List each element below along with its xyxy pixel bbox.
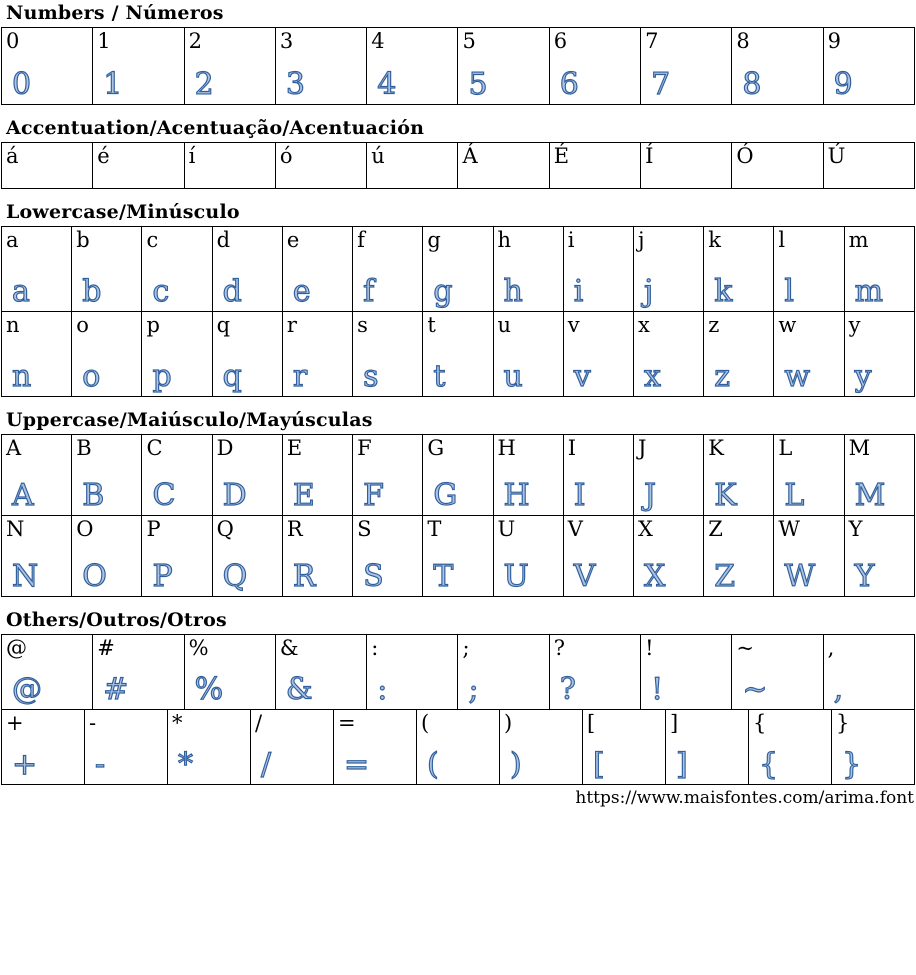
decorative-font-glyph: z <box>714 359 730 394</box>
plain-char: m <box>848 228 869 252</box>
decorative-font-glyph: ! <box>651 672 664 707</box>
plain-char: q <box>216 313 231 337</box>
plain-char: I <box>567 436 577 460</box>
char-table-others-row1 <box>1 634 915 710</box>
plain-char: v <box>567 313 580 337</box>
char-cell <box>85 710 168 785</box>
plain-char: r <box>286 313 297 337</box>
char-cell <box>142 312 212 397</box>
decorative-font-glyph: P <box>152 559 173 594</box>
char-cell <box>633 227 703 312</box>
char-cell <box>72 516 142 597</box>
decorative-font-glyph: O <box>82 559 107 594</box>
plain-char: 2 <box>188 29 202 53</box>
decorative-font-glyph: o <box>82 359 101 394</box>
decorative-font-glyph: X <box>643 559 666 594</box>
decorative-font-glyph: u <box>503 359 523 394</box>
char-cell <box>353 312 423 397</box>
plain-char: h <box>497 228 512 252</box>
decorative-font-glyph: 8 <box>742 67 762 102</box>
decorative-font-glyph: l <box>784 274 795 309</box>
decorative-font-glyph: i <box>573 274 584 309</box>
decorative-font-glyph: = <box>344 747 370 782</box>
char-cell <box>282 227 352 312</box>
decorative-font-glyph: x <box>643 359 661 394</box>
plain-char: x <box>637 313 650 337</box>
plain-char: R <box>286 517 303 541</box>
char-cell <box>844 435 914 516</box>
plain-char: L <box>778 436 793 460</box>
char-cell <box>72 435 142 516</box>
char-cell <box>282 516 352 597</box>
char-cell <box>367 635 458 710</box>
plain-char: D <box>216 436 234 460</box>
decorative-font-glyph: ~ <box>742 672 768 707</box>
plain-char: T <box>427 517 442 541</box>
char-cell <box>251 710 334 785</box>
char-cell <box>704 227 774 312</box>
plain-char: J <box>637 436 647 460</box>
char-cell <box>458 143 549 189</box>
plain-char: ! <box>645 636 654 660</box>
char-cell <box>72 312 142 397</box>
plain-char: X <box>637 517 653 541</box>
char-cell <box>334 710 417 785</box>
char-cell <box>704 516 774 597</box>
plain-char: s <box>357 313 368 337</box>
plain-char: M <box>848 436 871 460</box>
char-cell <box>732 635 823 710</box>
plain-char: H <box>497 436 516 460</box>
plain-char: ) <box>504 711 513 735</box>
char-cell <box>184 143 275 189</box>
plain-char: N <box>6 517 25 541</box>
char-cell <box>732 143 823 189</box>
decorative-font-glyph: , <box>833 672 844 707</box>
plain-char: í <box>188 144 196 168</box>
plain-char: @ <box>6 636 27 660</box>
plain-char: W <box>778 517 800 541</box>
char-cell <box>549 143 640 189</box>
decorative-font-glyph: g <box>433 274 453 309</box>
char-table-lowercase-row1 <box>1 226 915 312</box>
plain-char: Á <box>462 144 478 168</box>
plain-char: ú <box>371 144 385 168</box>
decorative-font-glyph: U <box>503 559 529 594</box>
plain-char: b <box>76 228 90 252</box>
plain-char: 8 <box>736 29 750 53</box>
char-cell <box>72 227 142 312</box>
char-cell <box>275 28 366 105</box>
decorative-font-glyph: h <box>503 274 523 309</box>
plain-char: Ú <box>827 144 846 168</box>
char-cell <box>184 28 275 105</box>
plain-char: E <box>286 436 303 460</box>
decorative-font-glyph: L <box>784 478 805 513</box>
char-cell <box>353 227 423 312</box>
char-cell <box>367 28 458 105</box>
char-cell <box>583 710 666 785</box>
plain-char: ~ <box>736 636 754 660</box>
decorative-font-glyph: q <box>222 359 242 394</box>
char-cell <box>666 710 749 785</box>
char-cell <box>423 516 493 597</box>
plain-char: 9 <box>827 29 842 53</box>
plain-char: 3 <box>279 29 294 53</box>
char-cell <box>93 143 184 189</box>
plain-char: , <box>827 636 835 660</box>
plain-char: u <box>497 313 512 337</box>
decorative-font-glyph: V <box>573 559 596 594</box>
char-cell <box>844 312 914 397</box>
plain-char: F <box>357 436 372 460</box>
plain-char: & <box>279 636 299 660</box>
char-cell <box>2 516 72 597</box>
plain-char: l <box>778 228 786 252</box>
decorative-font-glyph: r <box>292 359 308 394</box>
decorative-font-glyph: 6 <box>559 67 579 102</box>
decorative-font-glyph: * <box>178 747 193 782</box>
decorative-font-glyph: 3 <box>285 67 305 102</box>
decorative-font-glyph: w <box>784 359 811 394</box>
decorative-font-glyph: K <box>714 478 737 513</box>
char-cell <box>844 227 914 312</box>
char-cell <box>774 435 844 516</box>
char-cell <box>423 227 493 312</box>
plain-char: O <box>76 517 94 541</box>
plain-char: é <box>97 144 110 168</box>
plain-char: 4 <box>371 29 385 53</box>
decorative-font-glyph: B <box>82 478 105 513</box>
char-cell <box>563 435 633 516</box>
char-cell <box>704 435 774 516</box>
decorative-font-glyph: c <box>152 274 170 309</box>
char-cell <box>93 635 184 710</box>
decorative-font-glyph: 9 <box>833 67 853 102</box>
plain-char: ó <box>279 144 293 168</box>
plain-char: g <box>427 228 441 252</box>
decorative-font-glyph: % <box>194 672 224 707</box>
char-row <box>2 28 915 105</box>
plain-char: Y <box>848 517 863 541</box>
plain-char: c <box>146 228 159 252</box>
char-cell <box>2 143 93 189</box>
char-cell <box>2 28 93 105</box>
char-cell <box>832 710 915 785</box>
char-table-lowercase-row2 <box>1 311 915 397</box>
char-row <box>2 435 915 516</box>
source-url: https://www.maisfontes.com/arima.font <box>575 788 914 808</box>
char-row <box>2 143 915 189</box>
plain-char: U <box>497 517 516 541</box>
char-row <box>2 227 915 312</box>
decorative-font-glyph: Y <box>854 559 875 594</box>
plain-char: ? <box>553 636 566 660</box>
plain-char: ] <box>670 711 679 735</box>
plain-char: 5 <box>462 29 476 53</box>
plain-char: a <box>6 228 19 252</box>
decorative-font-glyph: M <box>854 478 886 513</box>
char-cell <box>641 143 732 189</box>
char-cell <box>417 710 500 785</box>
decorative-font-glyph: b <box>82 274 102 309</box>
char-cell <box>633 516 703 597</box>
decorative-font-glyph: t <box>433 359 446 394</box>
plain-char: t <box>427 313 436 337</box>
decorative-font-glyph: ) <box>510 747 522 782</box>
decorative-font-glyph: + <box>12 747 38 782</box>
char-cell <box>142 435 212 516</box>
char-cell <box>282 312 352 397</box>
decorative-font-glyph: p <box>152 359 172 394</box>
char-cell <box>493 516 563 597</box>
plain-char: 0 <box>6 29 20 53</box>
plain-char: Í <box>645 144 654 168</box>
plain-char: - <box>89 711 97 735</box>
char-cell <box>2 635 93 710</box>
char-cell <box>633 312 703 397</box>
plain-char: ; <box>462 636 470 660</box>
plain-char: 1 <box>97 29 111 53</box>
plain-char: Ó <box>736 144 754 168</box>
plain-char: * <box>172 711 183 735</box>
plain-char: V <box>567 517 583 541</box>
decorative-font-glyph: S <box>363 559 384 594</box>
decorative-font-glyph: : <box>377 672 388 707</box>
char-cell <box>275 635 366 710</box>
plain-char: B <box>76 436 92 460</box>
char-cell <box>212 435 282 516</box>
plain-char: } <box>836 711 850 735</box>
plain-char: S <box>357 517 372 541</box>
char-cell <box>749 710 832 785</box>
decorative-font-glyph: 4 <box>377 67 397 102</box>
plain-char: n <box>6 313 20 337</box>
section-title-accentuation: Accentuation/Acentuação/Acentuación <box>6 117 425 139</box>
char-cell <box>549 635 640 710</box>
plain-char: # <box>97 636 115 660</box>
decorative-font-glyph: N <box>12 559 39 594</box>
decorative-font-glyph: W <box>784 559 816 594</box>
plain-char: Q <box>216 517 234 541</box>
plain-char: Z <box>708 517 723 541</box>
decorative-font-glyph: ; <box>468 672 479 707</box>
plain-char: á <box>6 144 19 168</box>
decorative-font-glyph: G <box>433 478 458 513</box>
section-title-numbers: Numbers / Números <box>6 2 224 24</box>
decorative-font-glyph: 7 <box>651 67 671 102</box>
char-cell <box>774 516 844 597</box>
char-cell <box>2 227 72 312</box>
character-sections <box>0 2 916 785</box>
char-cell <box>458 28 549 105</box>
char-table-numbers-row1 <box>1 27 915 105</box>
char-cell <box>2 435 72 516</box>
decorative-font-glyph: y <box>854 359 872 394</box>
char-cell <box>774 312 844 397</box>
char-cell <box>823 28 914 105</box>
plain-char: C <box>146 436 163 460</box>
char-cell <box>823 143 914 189</box>
char-cell <box>704 312 774 397</box>
plain-char: K <box>708 436 724 460</box>
plain-char: / <box>255 711 263 735</box>
decorative-font-glyph: 1 <box>103 67 123 102</box>
decorative-font-glyph: ] <box>676 747 688 782</box>
plain-char: f <box>357 228 365 252</box>
char-cell <box>275 143 366 189</box>
plain-char: k <box>708 228 721 252</box>
plain-char: [ <box>587 711 596 735</box>
plain-char: 7 <box>645 29 659 53</box>
decorative-font-glyph: Z <box>714 559 736 594</box>
section-title-uppercase: Uppercase/Maiúsculo/Mayúsculas <box>6 409 373 431</box>
char-cell <box>353 435 423 516</box>
char-row <box>2 635 915 710</box>
char-table-uppercase-row2 <box>1 515 915 597</box>
char-cell <box>458 635 549 710</box>
plain-char: j <box>637 228 645 252</box>
decorative-font-glyph: 5 <box>468 67 488 102</box>
char-cell <box>142 516 212 597</box>
plain-char: P <box>146 517 161 541</box>
char-cell <box>549 28 640 105</box>
decorative-font-glyph: m <box>854 274 884 309</box>
decorative-font-glyph: e <box>292 274 311 309</box>
decorative-font-glyph: T <box>433 559 454 594</box>
char-cell <box>500 710 583 785</box>
decorative-font-glyph: s <box>363 359 379 394</box>
decorative-font-glyph: J <box>643 478 656 513</box>
decorative-font-glyph: } <box>842 747 862 782</box>
plain-char: e <box>286 228 300 252</box>
decorative-font-glyph: f <box>363 274 375 309</box>
decorative-font-glyph: @ <box>12 672 42 707</box>
plain-char: p <box>146 313 160 337</box>
char-cell <box>212 227 282 312</box>
char-cell <box>212 312 282 397</box>
plain-char: G <box>427 436 445 460</box>
plain-char: 6 <box>553 29 568 53</box>
decorative-font-glyph: 2 <box>194 67 214 102</box>
decorative-font-glyph: Q <box>222 559 248 594</box>
char-cell <box>641 28 732 105</box>
decorative-font-glyph: j <box>643 274 654 309</box>
char-cell <box>563 227 633 312</box>
char-cell <box>353 516 423 597</box>
decorative-font-glyph: / <box>261 747 272 782</box>
char-cell <box>2 710 85 785</box>
decorative-font-glyph: D <box>222 478 247 513</box>
decorative-font-glyph: [ <box>593 747 605 782</box>
char-cell <box>732 28 823 105</box>
char-cell <box>282 435 352 516</box>
char-row <box>2 516 915 597</box>
char-cell <box>493 312 563 397</box>
section-title-others: Others/Outros/Otros <box>6 609 227 631</box>
decorative-font-glyph: d <box>222 274 242 309</box>
char-cell <box>367 143 458 189</box>
char-cell <box>774 227 844 312</box>
plain-char: i <box>567 228 575 252</box>
plain-char: : <box>371 636 379 660</box>
plain-char: ( <box>421 711 430 735</box>
char-cell <box>641 635 732 710</box>
plain-char: A <box>6 436 22 460</box>
char-row <box>2 312 915 397</box>
decorative-font-glyph: H <box>503 478 530 513</box>
char-cell <box>844 516 914 597</box>
decorative-font-glyph: I <box>573 478 586 513</box>
plain-char: + <box>6 711 24 735</box>
decorative-font-glyph: { <box>759 747 779 782</box>
char-cell <box>823 635 914 710</box>
char-cell <box>423 435 493 516</box>
char-cell <box>168 710 251 785</box>
decorative-font-glyph: n <box>12 359 32 394</box>
plain-char: % <box>188 636 209 660</box>
decorative-font-glyph: R <box>292 559 316 594</box>
decorative-font-glyph: A <box>12 478 34 513</box>
decorative-font-glyph: ( <box>427 747 439 782</box>
char-cell <box>563 312 633 397</box>
char-cell <box>633 435 703 516</box>
decorative-font-glyph: k <box>714 274 733 309</box>
section-title-lowercase: Lowercase/Minúsculo <box>6 201 240 223</box>
char-table-others-row2 <box>1 709 915 785</box>
decorative-font-glyph: - <box>95 747 106 782</box>
plain-char: z <box>708 313 720 337</box>
decorative-font-glyph: ? <box>559 672 576 707</box>
decorative-font-glyph: a <box>12 274 30 309</box>
char-cell <box>493 435 563 516</box>
char-cell <box>212 516 282 597</box>
plain-char: { <box>753 711 767 735</box>
decorative-font-glyph: F <box>363 478 384 513</box>
char-cell <box>2 312 72 397</box>
char-table-uppercase-row1 <box>1 434 915 516</box>
decorative-font-glyph: & <box>285 672 313 707</box>
char-cell <box>142 227 212 312</box>
char-cell <box>423 312 493 397</box>
plain-char: w <box>778 313 797 337</box>
char-cell <box>184 635 275 710</box>
char-cell <box>93 28 184 105</box>
decorative-font-glyph: 0 <box>12 67 32 102</box>
plain-char: d <box>216 228 231 252</box>
char-table-accentuation-row1 <box>1 142 915 189</box>
plain-char: = <box>338 711 356 735</box>
char-cell <box>563 516 633 597</box>
decorative-font-glyph: C <box>152 478 176 513</box>
char-row <box>2 710 915 785</box>
decorative-font-glyph: # <box>103 672 129 707</box>
plain-char: y <box>848 313 861 337</box>
decorative-font-glyph: E <box>292 478 315 513</box>
plain-char: É <box>553 144 570 168</box>
decorative-font-glyph: v <box>573 359 591 394</box>
char-cell <box>493 227 563 312</box>
plain-char: o <box>76 313 89 337</box>
